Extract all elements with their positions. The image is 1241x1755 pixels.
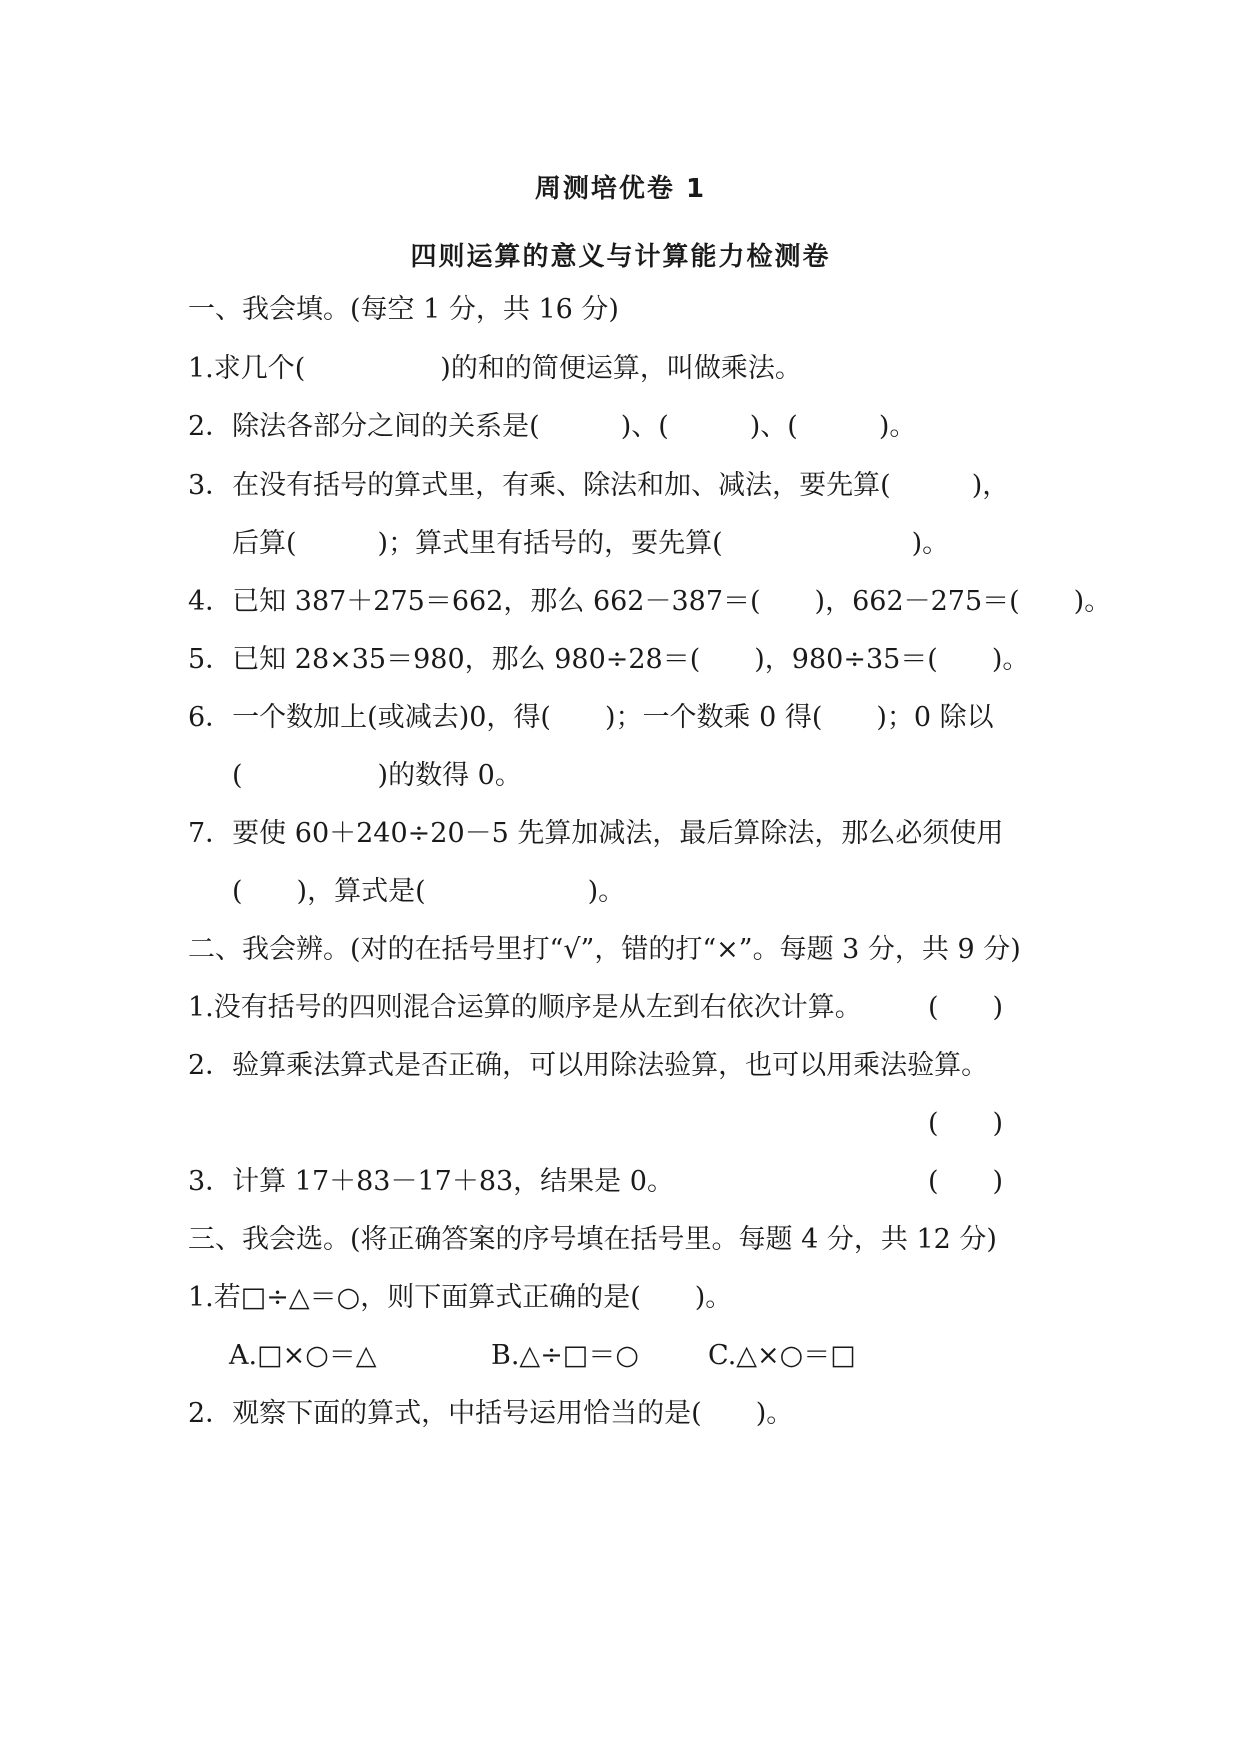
s3-question-1-option-b: B.△÷□＝○ [491,1340,639,1371]
s1-question-6-line-1: 6．一个数加上(或减去)0，得( )；一个数乘 0 得( )；0 除以 [188,702,994,733]
s3-question-1-option-a: A.□×○＝△ [229,1340,377,1371]
s1-question-5: 5．已知 28×35＝980，那么 980÷28＝( )，980÷35＝( )。 [188,644,1030,675]
s1-question-6-line-2: ( )的数得 0。 [232,760,522,791]
s1-question-7-line-1: 7．要使 60＋240÷20－5 先算加减法，最后算除法，那么必须使用 [188,818,1004,849]
section-1-heading: 一、我会填。(每空 1 分，共 16 分) [188,294,619,325]
s3-question-1-option-c: C.△×○＝□ [708,1340,856,1371]
s1-question-3-line-1: 3．在没有括号的算式里，有乘、除法和加、减法，要先算( )， [188,470,1010,501]
s2-question-2-answer-paren: ( ) [928,1108,1004,1139]
s2-question-1-answer-paren: ( ) [928,992,1004,1023]
s3-question-2: 2．观察下面的算式，中括号运用恰当的是( )。 [188,1398,794,1429]
s1-question-7-line-2: ( )，算式是( )。 [232,876,626,907]
worksheet-subtitle: 四则运算的意义与计算能力检测卷 [410,242,831,272]
s2-question-3-answer-paren: ( ) [928,1166,1004,1197]
s2-question-3: 3．计算 17＋83－17＋83，结果是 0。 [188,1166,674,1197]
section-2-heading: 二、我会辨。(对的在括号里打“√”，错的打“×”。每题 3 分，共 9 分) [188,934,1021,965]
s2-question-2: 2．验算乘法算式是否正确，可以用除法验算，也可以用乘法验算。 [188,1050,989,1081]
s2-question-1: 1.没有括号的四则混合运算的顺序是从左到右依次计算。 [188,992,862,1023]
s1-question-2: 2．除法各部分之间的关系是( )、( )、( )。 [188,411,917,442]
worksheet-title: 周测培优卷 1 [534,174,707,204]
s3-question-1: 1.若□÷△＝○，则下面算式正确的是( )。 [188,1282,733,1313]
section-3-heading: 三、我会选。(将正确答案的序号填在括号里。每题 4 分，共 12 分) [188,1224,997,1255]
s1-question-3-line-2: 后算( )；算式里有括号的，要先算( )。 [232,528,950,559]
s1-question-4: 4．已知 387＋275＝662，那么 662－387＝( )，662－275＝( )。 [188,586,1112,617]
s1-question-1: 1.求几个( )的和的简便运算，叫做乘法。 [188,353,802,384]
